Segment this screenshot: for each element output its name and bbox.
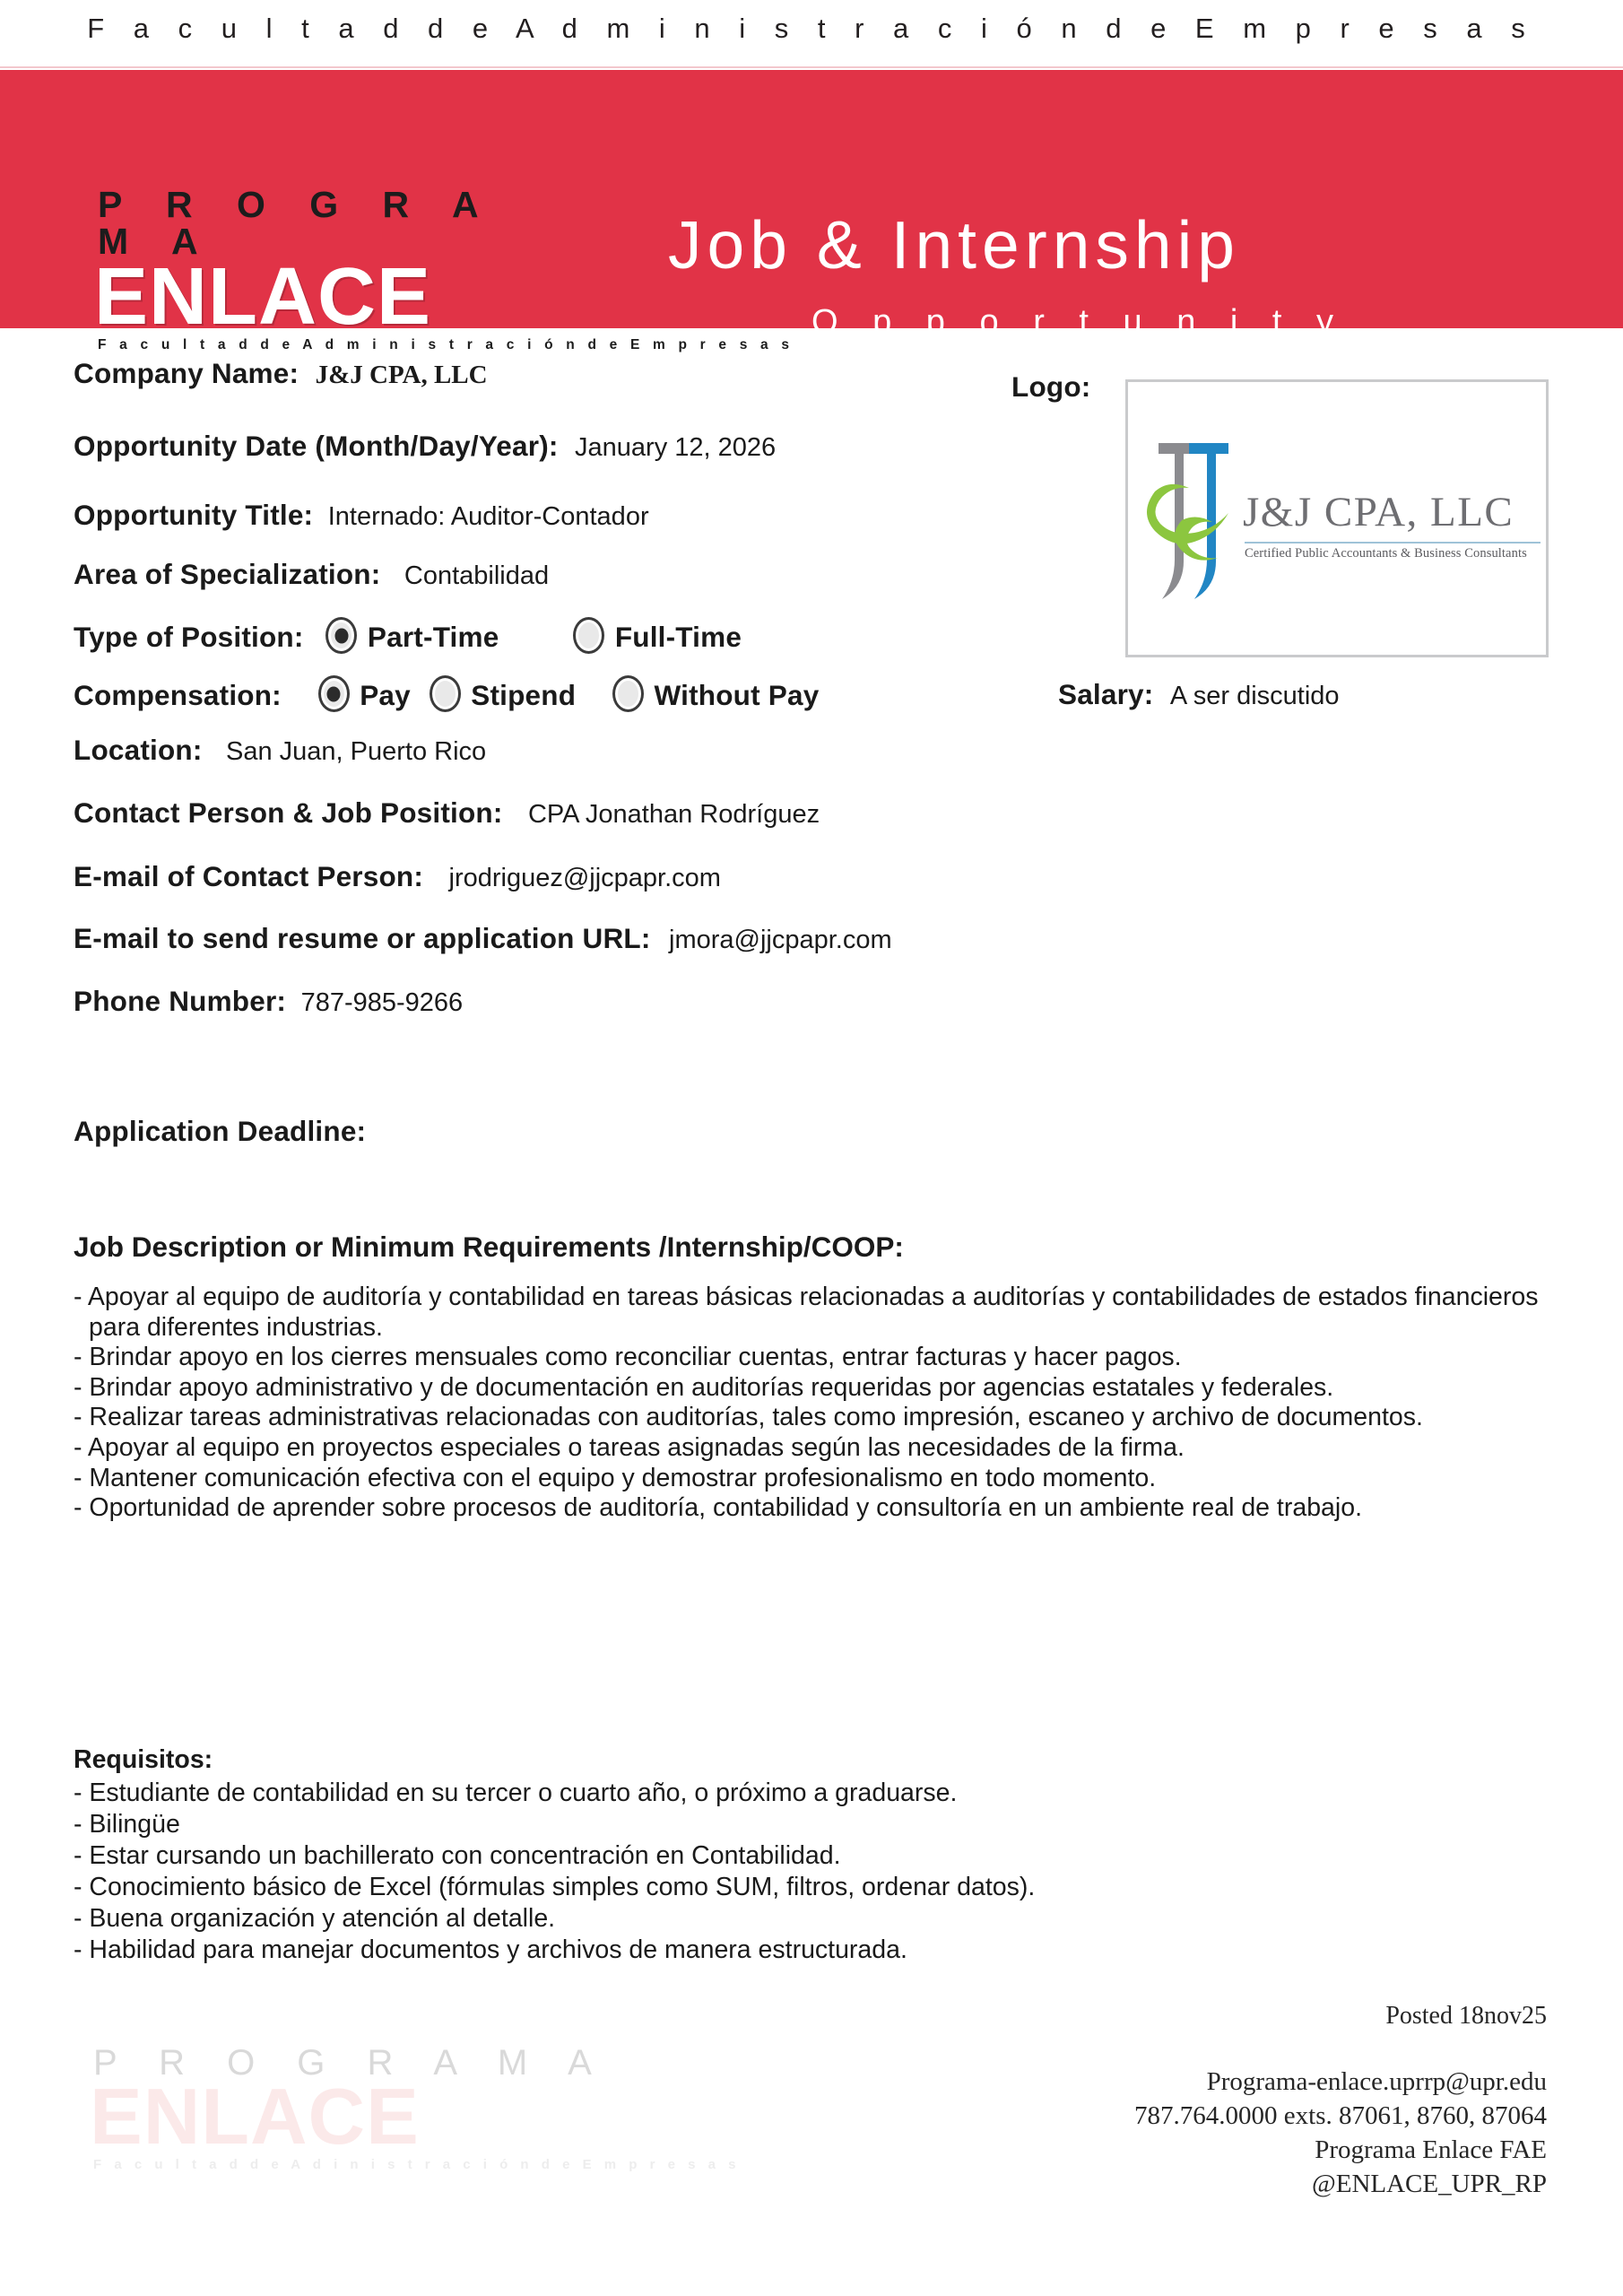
company-logo-box [1125,379,1549,657]
program-enlace-logo [94,184,794,353]
compensation-label: Compensation: [74,679,282,711]
radio-stipend[interactable] [430,675,461,712]
opportunity-date-value: January 12, 2026 [575,433,777,462]
radio-without-pay-label: Without Pay [654,679,820,711]
location-value: San Juan, Puerto Rico [226,737,487,766]
contact-person-value: CPA Jonathan Rodríguez [527,800,820,829]
field-type-of-position [74,617,742,654]
field-company-name [74,357,488,390]
company-name-label: Company Name: [74,357,299,389]
field-area-specialization [74,558,549,591]
area-label: Area of Specialization: [74,558,381,590]
radio-part-time-label: Part-Time [367,621,499,653]
description-bullet: - Brindar apoyo en los cierres mensuales como reconciliar cuentas, entrar facturas y hacer pagos. [74,1343,1182,1372]
field-opportunity-title [74,499,649,532]
watermark-programa-text: P R O G R A M A [93,2043,608,2083]
watermark-faculty-text: F a c u l t a d d e A d i n i s t r a c i ó n d e E m p r e s a s [93,2157,741,2173]
brand-enlace-text: ENLACE [94,252,432,342]
footer-social-handle: @ENLACE_UPR_RP [1312,2170,1547,2198]
field-email-resume [74,922,892,955]
radio-pay-label: Pay [360,679,411,711]
banner-title: Job & Internship [668,207,1240,283]
radio-full-time[interactable] [573,617,604,654]
requirement-bullet: - Buena organización y atención al detalle. [74,1904,556,1933]
requirements-list [74,1744,1544,1966]
field-phone [74,985,463,1018]
logo-tagline: Certified Public Accountants & Business Consultants [1245,546,1527,561]
radio-full-time-label: Full-Time [614,621,742,653]
brand-programa-text: P R O G R A M A [98,184,495,262]
salary-value: A ser discutido [1169,682,1340,710]
description-bullet: - Brindar apoyo administrativo y de documentación en auditorías requeridas por agencias estatales y federales. [74,1372,1334,1402]
logo-field-label [1011,370,1090,404]
logo-company-name: J&J CPA, LLC [1243,489,1515,535]
contact-person-label: Contact Person & Job Position: [74,796,503,829]
footer-phone: 787.764.0000 exts. 87061, 8760, 87064 [1134,2101,1547,2130]
phone-label: Phone Number: [74,985,287,1017]
description-bullet: - Realizar tareas administrativas relacionadas con auditorías, tales como impresión, escaneo y archivo de documentos. [74,1403,1423,1432]
radio-stipend-label: Stipend [471,679,577,711]
application-deadline-label: Application Deadline: [74,1115,367,1147]
brand-faculty-text: F a c u l t a d d e A d m i n i s t r a c i ó n d e E m p r e s a s [98,337,794,353]
faculty-header-text: F a c u l t a d d e A d m i n i s t r a c i ó n d e E m p r e s a s [87,13,1536,44]
opportunity-title-value: Internado: Auditor-Contador [327,502,649,531]
footer-email: Programa-enlace.uprrp@upr.edu [1206,2067,1547,2096]
area-value: Contabilidad [404,561,550,590]
company-logo-image [1128,382,1546,655]
location-label: Location: [74,734,203,766]
field-compensation [74,675,819,712]
posted-date: Posted 18nov25 [1385,2002,1547,2030]
field-location [74,734,486,767]
field-contact-person [74,796,820,830]
company-name-value: J&J CPA, LLC [315,361,488,389]
job-description-list [74,1283,1544,1524]
faculty-header-bar [0,0,1623,68]
radio-part-time[interactable] [325,617,357,654]
description-bullet: - Apoyar al equipo en proyectos especiales o tareas asignadas según las necesidades de la firma. [74,1432,1185,1462]
email-contact-value: jrodriguez@jjcpapr.com [448,864,721,892]
requirement-bullet: - Conocimiento básico de Excel (fórmulas simples como SUM, filtros, ordenar datos). [74,1873,1036,1901]
field-salary [1058,678,1340,711]
requirements-heading: Requisitos: [74,1745,213,1774]
footer-contact-block [1134,2065,1547,2201]
description-bullet: - Apoyar al equipo de auditoría y contabilidad en tareas básicas relacionadas a auditorías y contabilidades de estados financieros para diferentes industrias. [74,1283,1539,1342]
requirement-bullet: - Estar cursando un bachillerato con concentración en Contabilidad. [74,1841,841,1870]
requirement-bullet: - Estudiante de contabilidad en su tercer o cuarto año, o próximo a graduarse. [74,1779,958,1807]
email-resume-value: jmora@jjcpapr.com [669,926,892,954]
jj-monogram-icon [1142,427,1241,611]
salary-label: Salary: [1058,678,1154,710]
description-bullet: - Oportunidad de aprender sobre procesos de auditoría, contabilidad y consultoría en un ambiente real de trabajo. [74,1493,1362,1523]
watermark-logo [90,2043,741,2173]
type-of-position-label: Type of Position: [74,621,304,653]
logo-divider [1245,542,1541,544]
requirement-bullet: - Bilingüe [74,1810,180,1839]
footer-program-name: Programa Enlace FAE [1315,2135,1547,2164]
description-bullet: - Mantener comunicación efectiva con el equipo y demostrar profesionalismo en todo momento. [74,1463,1157,1492]
logo-label: Logo: [1011,370,1091,403]
radio-pay[interactable] [318,675,350,712]
job-description-heading: Job Description or Minimum Requirements /Internship/COOP: [74,1231,904,1263]
phone-value: 787-985-9266 [300,988,464,1017]
field-application-deadline [74,1115,378,1148]
email-contact-label: E-mail of Contact Person: [74,860,424,892]
opportunity-date-label: Opportunity Date (Month/Day/Year): [74,430,559,462]
banner-subtitle: O p p o r t u n i t y [812,303,1347,341]
field-opportunity-date [74,430,776,463]
red-banner [0,70,1623,353]
radio-without-pay[interactable] [612,675,644,712]
requirement-bullet: - Habilidad para manejar documentos y archivos de manera estructurada. [74,1935,907,1964]
field-email-contact [74,860,721,893]
watermark-enlace-text: ENLACE [90,2072,420,2161]
opportunity-title-label: Opportunity Title: [74,499,314,531]
email-resume-label: E-mail to send resume or application URL: [74,922,651,954]
